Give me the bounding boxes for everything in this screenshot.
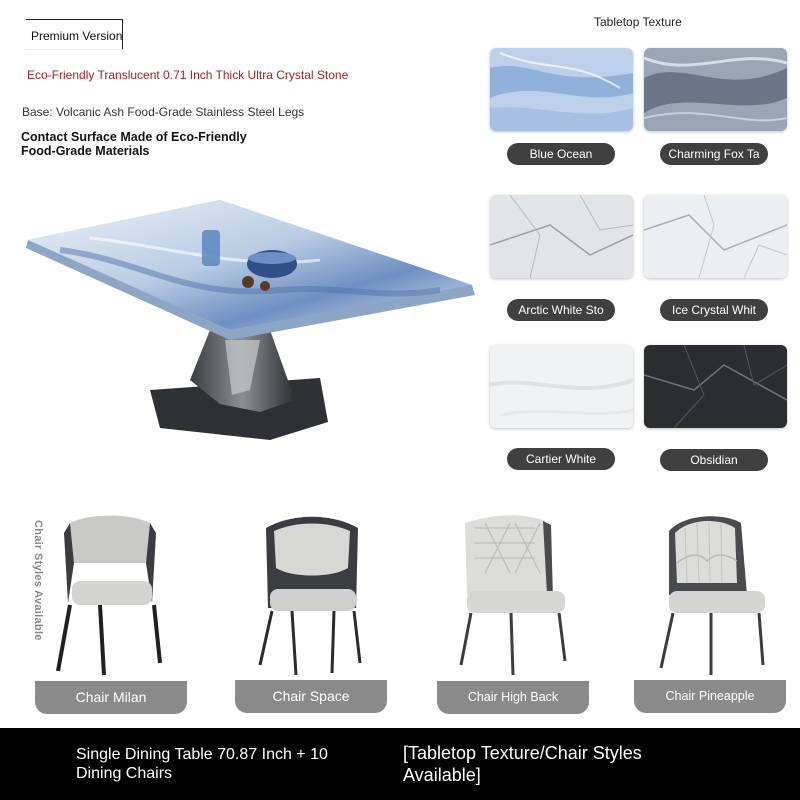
- texture-swatch-arctic-white[interactable]: [490, 195, 633, 278]
- chair-pineapple-image: [655, 513, 775, 678]
- chair-space-image: [252, 513, 372, 678]
- chair-space-label[interactable]: Chair Space: [235, 680, 387, 713]
- footer-options-note: [Tabletop Texture/Chair Styles Available]: [403, 743, 642, 785]
- footer-product-summary: Single Dining Table 70.87 Inch + 10 Dining Chairs: [76, 746, 328, 782]
- chair-high-back-image: [455, 513, 575, 678]
- chair-milan-image: [50, 513, 170, 678]
- chair-high-back-label[interactable]: Chair High Back: [437, 681, 589, 714]
- dining-table-image: [20, 190, 485, 450]
- badge-underline: [26, 49, 123, 50]
- texture-swatch-blue-ocean[interactable]: [490, 48, 633, 131]
- chair-milan-label[interactable]: Chair Milan: [35, 681, 187, 714]
- texture-label-blue-ocean[interactable]: Blue Ocean: [507, 143, 615, 165]
- premium-version-badge: Premium Version: [26, 19, 123, 49]
- texture-swatch-obsidian[interactable]: [644, 345, 787, 428]
- tabletop-texture-title: Tabletop Texture: [594, 15, 682, 29]
- texture-label-arctic-white[interactable]: Arctic White Sto: [507, 299, 615, 321]
- texture-swatch-cartier-white[interactable]: [490, 345, 633, 428]
- feature-base: Base: Volcanic Ash Food-Grade Stainless Steel Legs: [22, 105, 305, 119]
- feature-contact-surface: Contact Surface Made of Eco-Friendly Food-Grade Materials: [21, 130, 247, 158]
- texture-swatch-ice-crystal-white[interactable]: [644, 195, 787, 278]
- texture-label-cartier-white[interactable]: Cartier White: [507, 448, 615, 470]
- texture-label-obsidian[interactable]: Obsidian: [660, 449, 768, 471]
- texture-label-ice-crystal-white[interactable]: Ice Crystal Whit: [660, 299, 768, 321]
- chair-styles-side-label: Chair Styles Available: [32, 520, 44, 641]
- texture-label-charming-fox[interactable]: Charming Fox Ta: [660, 143, 768, 165]
- chair-pineapple-label[interactable]: Chair Pineapple: [634, 680, 786, 713]
- feature-stone: Eco-Friendly Translucent 0.71 Inch Thick Ultra Crystal Stone: [27, 68, 349, 82]
- texture-swatch-charming-fox[interactable]: [644, 48, 787, 131]
